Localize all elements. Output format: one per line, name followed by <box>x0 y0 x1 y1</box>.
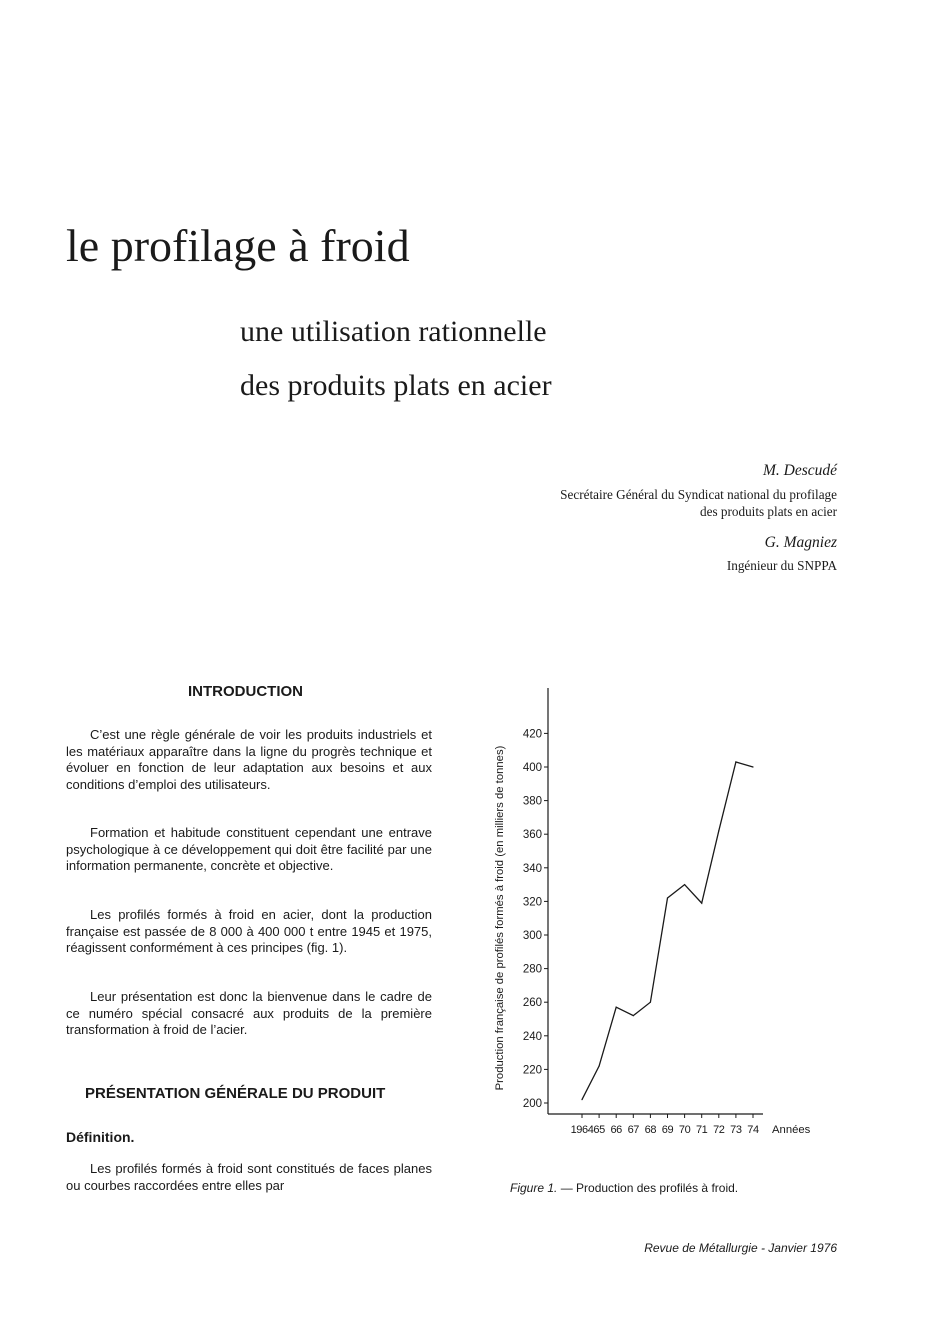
chart-y-tick-label: 400 <box>522 762 542 774</box>
chart-data-point <box>701 903 702 904</box>
chart-data-point <box>581 1099 582 1100</box>
article-title: le profilage à froid <box>66 220 410 271</box>
chart-y-tick-label: 240 <box>522 1030 542 1043</box>
definition-paragraph: Les profilés formés à froid sont constitués de faces planes ou courbes raccordées entre elles par <box>66 1161 432 1193</box>
chart-x-tick-label: 70 <box>678 1124 691 1136</box>
chart-y-tick-label: 200 <box>522 1098 542 1110</box>
chart-y-tick-label: 260 <box>522 997 542 1010</box>
chart-y-tick-label: 320 <box>522 896 542 909</box>
chart-x-tick-label: 1964 <box>570 1124 594 1136</box>
intro-paragraph-4: Leur présentation est donc la bienvenue dans le cadre de ce numéro spécial consacré aux produits de la première transformation à froid de l’acier. <box>66 989 432 1038</box>
definition-heading: Définition. <box>66 1129 135 1145</box>
author-affiliation-1b: des produits plats en acier <box>700 504 837 519</box>
figure-caption-text: — Production des profilés à froid. <box>557 1181 739 1195</box>
figure-label: Figure 1. <box>510 1181 558 1195</box>
chart-x-tick-label: 69 <box>661 1124 674 1136</box>
chart-y-tick-label: 380 <box>522 795 542 808</box>
figure-caption <box>510 1181 738 1195</box>
chart-data-point <box>684 884 685 885</box>
chart-y-ticks <box>523 728 548 1110</box>
chart-y-tick-label: 360 <box>522 829 542 842</box>
chart-y-tick-label: 300 <box>522 930 542 942</box>
chart-data-point <box>599 1065 600 1066</box>
chart-x-tick-label: 73 <box>730 1124 742 1136</box>
chart-y-tick-label: 420 <box>522 728 542 741</box>
chart-y-tick-label: 340 <box>522 862 542 875</box>
chart-y-tick-label: 220 <box>522 1064 542 1077</box>
chart-x-axis-label: Années <box>772 1124 811 1136</box>
author-affiliation-1a: Secrétaire Général du Syndicat national du profilage <box>560 487 837 502</box>
intro-paragraph-1: C’est une règle générale de voir les produits industriels et les matériaux apparaître dans la ligne du progrès technique et évoluer en fonction de leur adaptation aux besoins et aux conditions d’emploi des utilisateurs. <box>66 727 432 793</box>
chart-data-point <box>650 1002 651 1003</box>
chart-data-point <box>633 1015 634 1016</box>
chart-series <box>581 761 753 1100</box>
chart-data-point <box>616 1007 617 1008</box>
author-name-2: G. Magniez <box>764 534 837 551</box>
author-affiliation-2: Ingénieur du SNPPA <box>726 558 837 573</box>
author-name-1: M. Descudé <box>762 462 837 479</box>
presentation-heading: PRÉSENTATION GÉNÉRALE DU PRODUIT <box>85 1085 386 1102</box>
introduction-heading: INTRODUCTION <box>188 683 303 700</box>
chart-axes <box>548 688 763 1114</box>
chart-x-tick-label: 65 <box>593 1124 605 1136</box>
chart-x-tick-label: 74 <box>747 1124 759 1136</box>
production-line-chart <box>490 680 820 1140</box>
chart-x-tick-label: 72 <box>713 1124 725 1136</box>
chart-data-point <box>735 761 736 762</box>
chart-x-tick-label: 68 <box>644 1124 657 1136</box>
article-subtitle-line1: une utilisation rationnelle <box>240 315 547 348</box>
article-subtitle-line2: des produits plats en acier <box>240 369 552 402</box>
chart-y-axis-label: Production française de profilés formés à froid (en milliers de tonnes) <box>494 745 506 1091</box>
chart-data-point <box>752 766 753 767</box>
intro-paragraph-2: Formation et habitude constituent cependant une entrave psychologique à ce développement qui doit être facilité par une information permanente, concrète et objective. <box>66 825 432 874</box>
chart-x-tick-label: 67 <box>627 1124 640 1136</box>
chart-data-point <box>667 897 668 898</box>
chart-x-ticks <box>571 1114 759 1136</box>
intro-paragraph-3: Les profilés formés à froid en acier, dont la production française est passée de 8 000 à 400 000 t entre 1945 et 1975, réagissent conformément à ces principes (fig. 1). <box>66 907 432 956</box>
chart-data-point <box>718 830 719 831</box>
chart-y-tick-label: 280 <box>522 963 542 976</box>
journal-footer: Revue de Métallurgie - Janvier 1976 <box>644 1241 837 1255</box>
chart-production-line <box>582 762 753 1100</box>
chart-x-tick-label: 71 <box>695 1124 708 1136</box>
chart-x-tick-label: 66 <box>610 1124 622 1136</box>
